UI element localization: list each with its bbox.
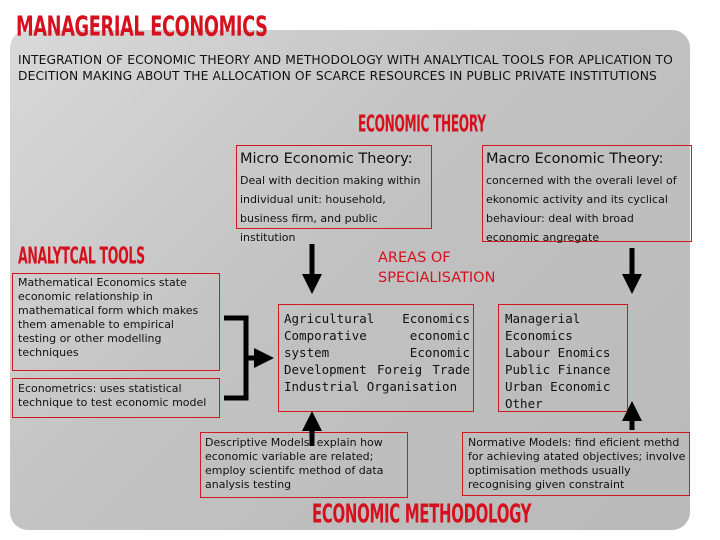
macro-economic-desc: concerned with the overali level of ekonomic activity and its cyclical behaviour: deal with broad economic angregate — [486, 174, 677, 244]
areas-heading: AREAS OF SPECIALISATION — [378, 250, 496, 286]
micro-economic-title: Micro Economic Theory: — [240, 151, 413, 167]
mathematical-economics-text: Mathematical Economics state economic relationship in mathematical form which makes them amenable to empirical testing or other modelling techniques — [18, 276, 199, 359]
economic-methodology-heading: ECONOMIC METHODOLOGY — [312, 500, 532, 530]
descriptive-models-text: Descriptive Models: explain how economic variable are related; employ scientifc method of data analysis testing — [205, 436, 384, 491]
analytical-tools-heading: ANALYTCAL TOOLS — [18, 243, 145, 270]
economic-theory-heading: ECONOMIC THEORY — [358, 111, 486, 138]
areas-right-list: Managerial Economics Labour Enomics Public Finance Urban Economic Other — [505, 311, 611, 411]
page-title: MANAGERIAL ECONOMICS — [16, 10, 268, 43]
econometrics-text: Econometrics: uses statistical technique to test economic model — [18, 382, 207, 409]
intro-text: INTEGRATION OF ECONOMIC THEORY AND METHODOLOGY WITH ANALYTICAL TOOLS FOR APLICATION TO DECITION MAKING ABOUT THE ALLOCATION OF SCARCE RESOURCES IN PUBLIC PRIVATE INSTITUTIONS — [18, 53, 673, 83]
normative-models-text: Normative Models: find eficient methd for achieving atated objectives; involve optimisation methods usually recognising given constraint — [468, 436, 686, 491]
macro-economic-title: Macro Economic Theory: — [486, 151, 664, 167]
tools-bracket — [224, 318, 246, 398]
areas-left-list: Agricultural Economics Comporative economic system Economic Development Foreig Trade Industrial Organisation — [284, 311, 470, 394]
micro-economic-desc: Deal with decition making within individual unit: household, business firm, and public institution — [240, 174, 421, 244]
